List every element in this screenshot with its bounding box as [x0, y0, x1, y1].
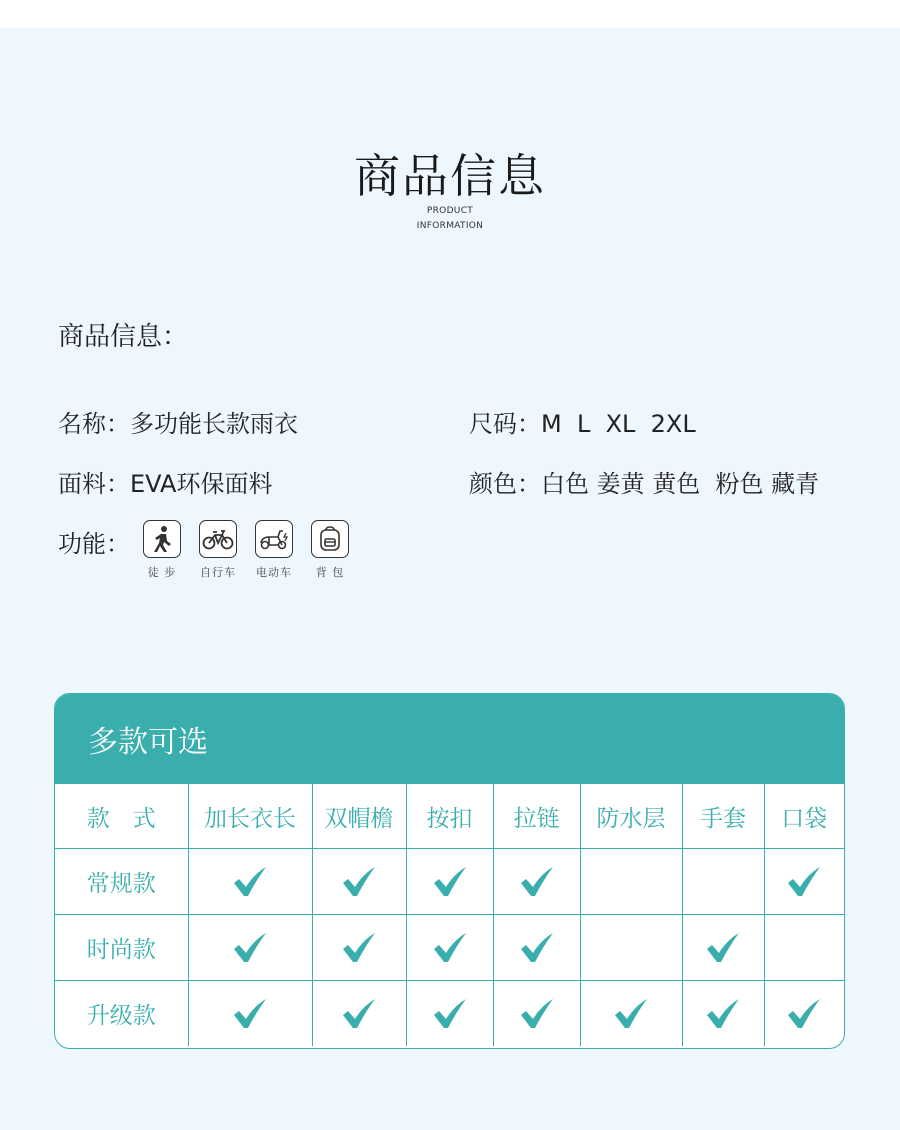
feature-cell-empty [580, 849, 682, 915]
table-header-cell: 手套 [682, 784, 764, 849]
feature-cell-included [764, 849, 844, 915]
function-icons [134, 520, 358, 580]
function-bicycle [190, 520, 246, 580]
feature-cell-included [406, 915, 493, 981]
table-header-cell: 加长衣长 [188, 784, 312, 849]
feature-cell-included [493, 981, 580, 1047]
function-backpack-label: 背 包 [315, 566, 345, 579]
feature-cell-included [580, 981, 682, 1047]
function-bicycle-label: 自行车 [200, 566, 236, 579]
options-title: 多款可选 [55, 694, 844, 784]
feature-cell-included [188, 915, 312, 981]
table-header-row [55, 784, 844, 849]
scooter-icon [255, 520, 293, 558]
checkmark-icon [613, 1000, 649, 1026]
function-backpack [302, 520, 358, 580]
bicycle-icon [199, 520, 237, 558]
checkmark-icon [432, 868, 468, 894]
feature-cell-empty [682, 849, 764, 915]
checkmark-icon [232, 1000, 268, 1026]
options-card [54, 693, 845, 1049]
product-material: 面料：EVA环保面料 [58, 470, 273, 498]
checkmark-icon [705, 1000, 741, 1026]
feature-cell-empty [580, 915, 682, 981]
feature-cell-included [312, 849, 406, 915]
checkmark-icon [232, 868, 268, 894]
checkmark-icon [341, 934, 377, 960]
feature-cell-included [493, 849, 580, 915]
function-walking [134, 520, 190, 580]
feature-cell-empty [764, 915, 844, 981]
row-name-cell: 升级款 [55, 981, 188, 1047]
row-name-cell: 常规款 [55, 849, 188, 915]
page-subtitle [0, 204, 900, 234]
table-row [55, 915, 844, 981]
table-header-cell: 口袋 [764, 784, 844, 849]
table-header-cell: 按扣 [406, 784, 493, 849]
row-name-cell: 时尚款 [55, 915, 188, 981]
checkmark-icon [786, 1000, 822, 1026]
feature-cell-included [682, 915, 764, 981]
info-heading: 商品信息： [58, 322, 189, 352]
feature-cell-included [764, 981, 844, 1047]
function-label: 功能： [58, 530, 130, 558]
table-header-cell: 防水层 [580, 784, 682, 849]
checkmark-icon [432, 934, 468, 960]
table-row [55, 981, 844, 1047]
checkmark-icon [341, 868, 377, 894]
checkmark-icon [519, 934, 555, 960]
checkmark-icon [786, 868, 822, 894]
checkmark-icon [519, 1000, 555, 1026]
walking-icon [143, 520, 181, 558]
product-color: 颜色：白色 姜黄 黄色 粉色 藏青 [469, 470, 820, 498]
product-name: 名称：多功能长款雨衣 [58, 410, 298, 438]
function-scooter [246, 520, 302, 580]
feature-cell-included [682, 981, 764, 1047]
feature-cell-included [188, 981, 312, 1047]
subtitle-line-2: INFORMATION [416, 221, 484, 231]
feature-cell-included [312, 915, 406, 981]
feature-cell-included [406, 981, 493, 1047]
table-header-style: 款 式 [55, 784, 188, 849]
checkmark-icon [519, 868, 555, 894]
function-walking-label: 徒 步 [147, 566, 177, 579]
function-scooter-label: 电动车 [256, 566, 292, 579]
feature-cell-included [493, 915, 580, 981]
page-title: 商品信息 [354, 149, 546, 203]
checkmark-icon [432, 1000, 468, 1026]
table-header-cell: 双帽檐 [312, 784, 406, 849]
checkmark-icon [232, 934, 268, 960]
feature-cell-included [188, 849, 312, 915]
table-header-cell: 拉链 [493, 784, 580, 849]
backpack-icon [311, 520, 349, 558]
checkmark-icon [705, 934, 741, 960]
checkmark-icon [341, 1000, 377, 1026]
feature-cell-included [312, 981, 406, 1047]
table-row [55, 849, 844, 915]
feature-cell-included [406, 849, 493, 915]
options-table [55, 784, 844, 1046]
subtitle-line-1: PRODUCT [426, 206, 474, 216]
product-size: 尺码：M L XL 2XL [469, 410, 696, 438]
